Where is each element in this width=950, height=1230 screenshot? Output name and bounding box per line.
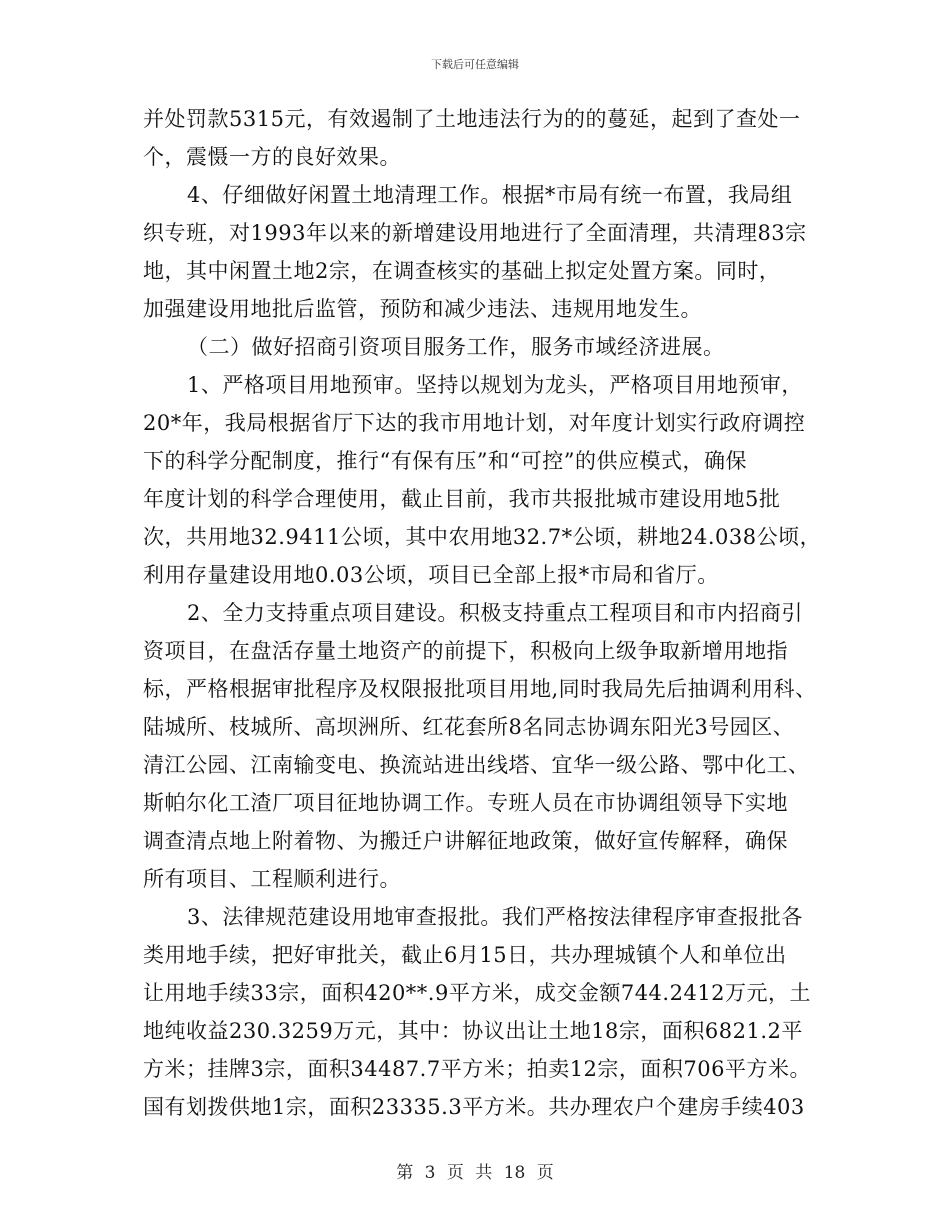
- text-line: 标，严格根据审批程序及权限报批项目用地,同时我局先后抽调利用科、: [143, 677, 817, 701]
- paragraph-start: 2、全力支持重点项目建设。积极支持重点工程项目和市内招商引: [187, 601, 803, 625]
- text-line: 织专班，对1993年以来的新增建设用地进行了全面清理，共清理83宗: [143, 221, 807, 245]
- text-line: 20*年，我局根据省厅下达的我市用地计划，对年度计划实行政府调控: [143, 411, 806, 435]
- body-text: [143, 100, 823, 1126]
- text-line: 下的科学分配制度，推行“有保有压”和“可控”的供应模式，确保: [143, 449, 747, 473]
- paragraph-start: 1、严格项目用地预审。坚持以规划为龙头，严格项目用地预审，: [187, 373, 803, 397]
- text-line: 让用地手续33宗，面积420**.9平方米，成交金额744.2412万元，土: [143, 981, 812, 1005]
- text-line: 利用存量建设用地0.03公顷，项目已全部上报*市局和省厅。: [143, 563, 719, 587]
- text-line: 斯帕尔化工渣厂项目征地协调工作。专班人员在市协调组领导下实地: [143, 791, 788, 815]
- text-line: 资项目，在盘活存量土地资产的前提下，积极向上级争取新增用地指: [143, 639, 788, 663]
- text-line: 个，震慑一方的良好效果。: [143, 145, 401, 169]
- text-line: 调查清点地上附着物、为搬迁户讲解征地政策，做好宣传解释，确保: [143, 829, 788, 853]
- text-line: 陆城所、枝城所、高坝洲所、红花套所8名同志协调东阳光3号园区、: [143, 715, 795, 739]
- text-line: 方米；挂牌3宗，面积34487.7平方米；拍卖12宗，面积706平方米。: [143, 1057, 812, 1081]
- text-line: 次，共用地32.9411公顷，其中农用地32.7*公顷，耕地24.038公顷，: [143, 525, 822, 549]
- text-line: 清江公园、江南输变电、换流站进出线塔、宜华一级公路、鄂中化工、: [143, 753, 810, 777]
- section-heading: （二）做好招商引资项目服务工作，服务市域经济进展。: [187, 335, 725, 359]
- text-line: 类用地手续，把好审批关，截止6月15日，共办理城镇个人和单位出: [143, 943, 787, 967]
- paragraph-start: 4、仔细做好闲置土地清理工作。根据*市局有统一布置，我局组: [187, 183, 793, 207]
- text-line: 地纯收益230.3259万元，其中：协议出让土地18宗，面积6821.2平: [143, 1019, 803, 1043]
- text-line: 年度计划的科学合理使用，截止目前，我市共报批城市建设用地5批: [143, 487, 781, 511]
- page-header: 下载后可任意编辑: [431, 58, 519, 71]
- text-line: 加强建设用地批后监管，预防和减少违法、违规用地发生。: [143, 297, 702, 321]
- page-footer: 第 3 页 共 18 页: [396, 1163, 554, 1183]
- text-line: 国有划拨供地1宗，面积23335.3平方米。共办理农户个建房手续403: [143, 1095, 805, 1119]
- text-line: 地，其中闲置土地2宗，在调查核实的基础上拟定处置方案。同时，: [143, 259, 781, 283]
- text-line: 并处罚款5315元，有效遏制了土地违法行为的的蔓延，起到了查处一: [143, 107, 801, 131]
- paragraph-start: 3、法律规范建设用地审查报批。我们严格按法律程序审查报批各: [187, 905, 803, 929]
- text-line: 所有项目、工程顺利进行。: [143, 867, 401, 891]
